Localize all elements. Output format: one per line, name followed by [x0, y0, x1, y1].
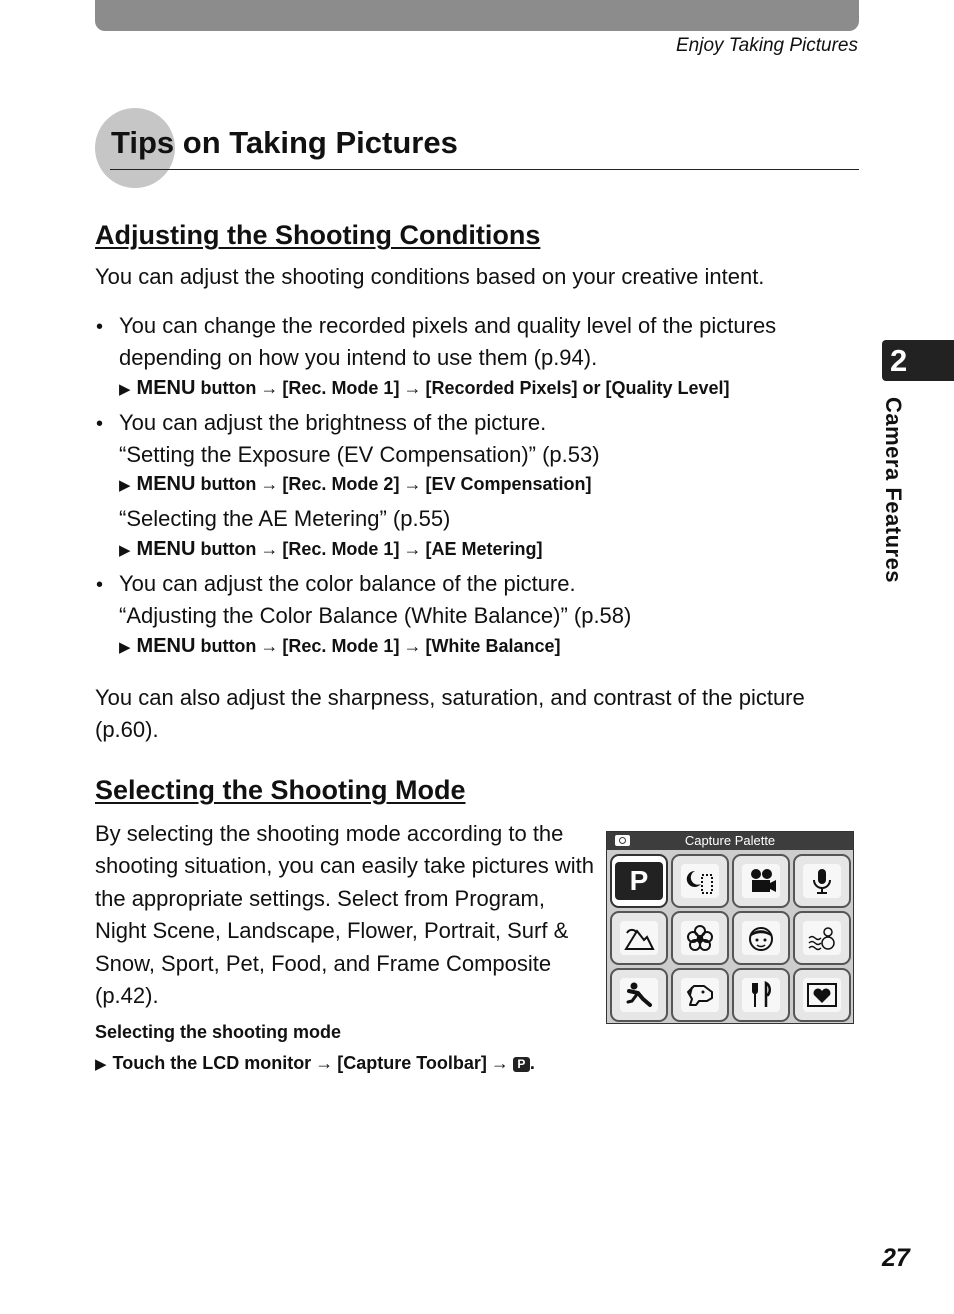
triangle-icon: ▶	[95, 1056, 107, 1073]
capture-palette	[606, 831, 854, 1024]
triangle-icon: ▶	[119, 639, 131, 656]
bullet-3-line-2: “Adjusting the Color Balance (White Balance)” (p.58)	[119, 603, 632, 628]
bullet-3-line-1: You can adjust the color balance of the picture.	[119, 571, 576, 596]
capture-palette-title: Capture Palette	[684, 833, 776, 848]
surf-snow-tile[interactable]	[793, 911, 851, 965]
program-tile[interactable]	[610, 854, 668, 908]
food-tile[interactable]	[732, 968, 790, 1022]
running-head: Enjoy Taking Pictures	[675, 35, 858, 56]
arrow-icon: →	[260, 378, 279, 398]
chapter-label: Camera Features	[881, 397, 906, 584]
section-intro: You can adjust the shooting conditions based on your creative intent.	[95, 264, 765, 289]
voice-memo-icon	[803, 864, 841, 898]
flower-icon	[681, 921, 719, 955]
page-number: 27	[882, 1244, 910, 1272]
arrow-icon: →	[403, 539, 422, 559]
bullet-dot: •	[96, 316, 104, 338]
landscape-icon	[620, 921, 658, 955]
portrait-icon	[742, 921, 780, 955]
sport-icon	[620, 978, 658, 1012]
night-scene-tile[interactable]	[671, 854, 729, 908]
voice-memo-tile[interactable]	[793, 854, 851, 908]
night-scene-icon	[681, 864, 719, 898]
arrow-icon: →	[260, 636, 279, 656]
header-bar	[95, 0, 859, 31]
movie-icon	[742, 864, 780, 898]
procedure-path: ▶ Touch the LCD monitor → [Capture Toolbar] → P .	[95, 1053, 535, 1073]
chapter-tab: 2	[882, 340, 954, 381]
arrow-icon: →	[315, 1053, 334, 1073]
section-outro: You can also adjust the sharpness, saturation, and contrast of the picture (p.60).	[95, 685, 805, 742]
shooting-mode-body: By selecting the shooting mode according to the shooting situation, you can easily take pictures with the appropriate settings. Select from Program, Night Scene, Landscape, Flower, Portrait, Surf & Snow, Sport, Pet, Food, and Frame Composite (p.42).	[95, 821, 594, 1009]
procedure-label: Selecting the shooting mode	[95, 1022, 342, 1042]
movie-tile[interactable]	[732, 854, 790, 908]
landscape-tile[interactable]	[610, 911, 668, 965]
camera-icon	[615, 835, 630, 846]
surf-snow-icon	[803, 921, 841, 955]
pet-icon	[681, 978, 719, 1012]
menu-path-3: ▶ MENU button → [Rec. Mode 1] → [AE Metering]	[119, 538, 543, 560]
title-rule	[110, 169, 859, 170]
sport-tile[interactable]	[610, 968, 668, 1022]
arrow-icon: →	[260, 539, 279, 559]
program-icon: P	[615, 862, 663, 900]
portrait-tile[interactable]	[732, 911, 790, 965]
mode-grid	[610, 854, 851, 1022]
frame-composite-icon	[803, 978, 841, 1012]
section-heading-shooting-conditions: Adjusting the Shooting Conditions	[95, 220, 541, 250]
bullet-1-line-1: You can change the recorded pixels and quality level of the pictures	[119, 313, 777, 338]
arrow-icon: →	[403, 636, 422, 656]
bullet-dot: •	[96, 574, 104, 596]
flower-tile[interactable]	[671, 911, 729, 965]
pet-tile[interactable]	[671, 968, 729, 1022]
menu-path-4: ▶ MENU button → [Rec. Mode 1] → [White Balance]	[119, 635, 561, 657]
arrow-icon: →	[403, 474, 422, 494]
program-mode-icon: P	[513, 1057, 530, 1072]
food-icon	[742, 978, 780, 1012]
triangle-icon: ▶	[119, 542, 131, 559]
arrow-icon: →	[490, 1053, 509, 1073]
bullet-1-line-2: depending on how you intend to use them (p.94).	[119, 345, 598, 370]
triangle-icon: ▶	[119, 477, 131, 494]
bullet-2-line-1: You can adjust the brightness of the picture.	[119, 410, 547, 435]
menu-path-1: ▶ MENU button → [Rec. Mode 1] → [Recorded Pixels] or [Quality Level]	[119, 377, 730, 399]
arrow-icon: →	[260, 474, 279, 494]
bullet-2-line-3: “Selecting the AE Metering” (p.55)	[119, 506, 451, 531]
page-title: Tips on Taking Pictures	[111, 125, 458, 160]
arrow-icon: →	[403, 378, 422, 398]
capture-palette-header	[607, 832, 853, 850]
bullet-dot: •	[96, 413, 104, 435]
triangle-icon: ▶	[119, 381, 131, 398]
menu-path-2: ▶ MENU button → [Rec. Mode 2] → [EV Compensation]	[119, 473, 592, 495]
bullet-2-line-2: “Setting the Exposure (EV Compensation)” (p.53)	[119, 442, 600, 467]
section-heading-shooting-mode: Selecting the Shooting Mode	[95, 775, 466, 805]
frame-composite-tile[interactable]	[793, 968, 851, 1022]
